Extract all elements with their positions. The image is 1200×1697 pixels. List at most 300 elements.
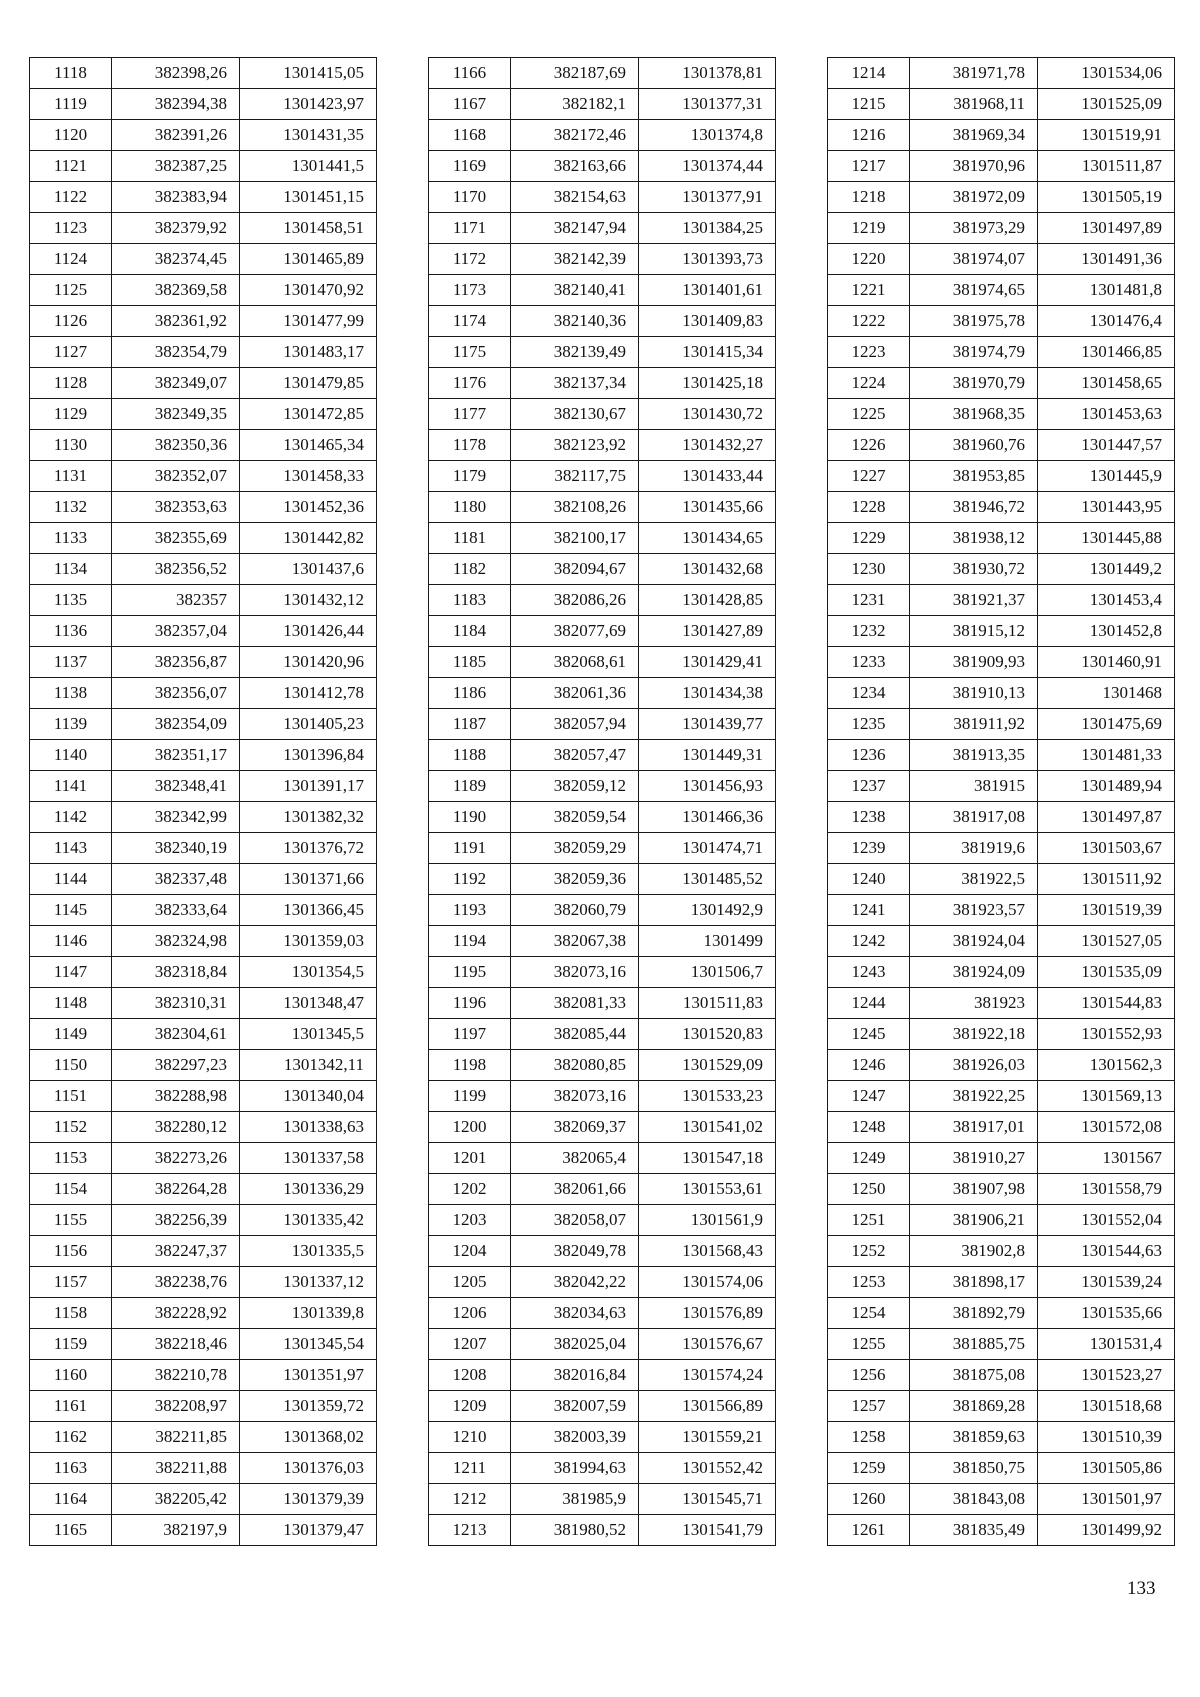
table-row bbox=[30, 585, 377, 616]
x-coordinate-cell: 382355,69 bbox=[112, 523, 240, 554]
point-number-cell: 1189 bbox=[429, 771, 511, 802]
point-number-cell: 1143 bbox=[30, 833, 112, 864]
point-number-cell: 1214 bbox=[828, 58, 910, 89]
table-row bbox=[30, 89, 377, 120]
table-row bbox=[828, 709, 1175, 740]
table-row bbox=[30, 492, 377, 523]
x-coordinate-cell: 382356,07 bbox=[112, 678, 240, 709]
table-row bbox=[828, 926, 1175, 957]
x-coordinate-cell: 381969,34 bbox=[910, 120, 1038, 151]
point-number-cell: 1170 bbox=[429, 182, 511, 213]
table-row bbox=[30, 988, 377, 1019]
x-coordinate-cell: 381974,79 bbox=[910, 337, 1038, 368]
table-row bbox=[30, 1484, 377, 1515]
x-coordinate-cell: 382288,98 bbox=[112, 1081, 240, 1112]
point-number-cell: 1250 bbox=[828, 1174, 910, 1205]
y-coordinate-cell: 1301423,97 bbox=[240, 89, 377, 120]
y-coordinate-cell: 1301439,77 bbox=[639, 709, 776, 740]
y-coordinate-cell: 1301523,27 bbox=[1038, 1360, 1175, 1391]
table-row bbox=[429, 957, 776, 988]
y-coordinate-cell: 1301491,36 bbox=[1038, 244, 1175, 275]
x-coordinate-cell: 382034,63 bbox=[511, 1298, 639, 1329]
y-coordinate-cell: 1301499 bbox=[639, 926, 776, 957]
point-number-cell: 1235 bbox=[828, 709, 910, 740]
point-number-cell: 1211 bbox=[429, 1453, 511, 1484]
x-coordinate-cell: 382080,85 bbox=[511, 1050, 639, 1081]
table-row bbox=[429, 492, 776, 523]
point-number-cell: 1257 bbox=[828, 1391, 910, 1422]
y-coordinate-cell: 1301535,09 bbox=[1038, 957, 1175, 988]
y-coordinate-cell: 1301434,38 bbox=[639, 678, 776, 709]
x-coordinate-cell: 381919,6 bbox=[910, 833, 1038, 864]
table-row bbox=[429, 895, 776, 926]
table-row bbox=[429, 399, 776, 430]
point-number-cell: 1253 bbox=[828, 1267, 910, 1298]
x-coordinate-cell: 382273,26 bbox=[112, 1143, 240, 1174]
table-row bbox=[828, 1081, 1175, 1112]
x-coordinate-cell: 382117,75 bbox=[511, 461, 639, 492]
table-row bbox=[429, 709, 776, 740]
point-number-cell: 1232 bbox=[828, 616, 910, 647]
y-coordinate-cell: 1301458,51 bbox=[240, 213, 377, 244]
x-coordinate-cell: 382394,38 bbox=[112, 89, 240, 120]
y-coordinate-cell: 1301354,5 bbox=[240, 957, 377, 988]
x-coordinate-cell: 382073,16 bbox=[511, 957, 639, 988]
x-coordinate-cell: 382324,98 bbox=[112, 926, 240, 957]
point-number-cell: 1213 bbox=[429, 1515, 511, 1546]
table-row bbox=[30, 213, 377, 244]
table-row bbox=[828, 1019, 1175, 1050]
point-number-cell: 1196 bbox=[429, 988, 511, 1019]
point-number-cell: 1118 bbox=[30, 58, 112, 89]
x-coordinate-cell: 381913,35 bbox=[910, 740, 1038, 771]
table-row bbox=[30, 647, 377, 678]
y-coordinate-cell: 1301519,39 bbox=[1038, 895, 1175, 926]
table-row bbox=[429, 368, 776, 399]
x-coordinate-cell: 382342,99 bbox=[112, 802, 240, 833]
point-number-cell: 1210 bbox=[429, 1422, 511, 1453]
table-row bbox=[429, 1112, 776, 1143]
x-coordinate-cell: 382086,26 bbox=[511, 585, 639, 616]
y-coordinate-cell: 1301552,42 bbox=[639, 1453, 776, 1484]
table-row bbox=[30, 678, 377, 709]
point-number-cell: 1227 bbox=[828, 461, 910, 492]
x-coordinate-cell: 381938,12 bbox=[910, 523, 1038, 554]
y-coordinate-cell: 1301456,93 bbox=[639, 771, 776, 802]
y-coordinate-cell: 1301525,09 bbox=[1038, 89, 1175, 120]
x-coordinate-cell: 381924,09 bbox=[910, 957, 1038, 988]
y-coordinate-cell: 1301432,27 bbox=[639, 430, 776, 461]
table-row bbox=[828, 802, 1175, 833]
x-coordinate-cell: 382137,34 bbox=[511, 368, 639, 399]
x-coordinate-cell: 381909,93 bbox=[910, 647, 1038, 678]
x-coordinate-cell: 382333,64 bbox=[112, 895, 240, 926]
point-number-cell: 1136 bbox=[30, 616, 112, 647]
y-coordinate-cell: 1301576,89 bbox=[639, 1298, 776, 1329]
point-number-cell: 1241 bbox=[828, 895, 910, 926]
x-coordinate-cell: 382280,12 bbox=[112, 1112, 240, 1143]
point-number-cell: 1122 bbox=[30, 182, 112, 213]
y-coordinate-cell: 1301519,91 bbox=[1038, 120, 1175, 151]
point-number-cell: 1205 bbox=[429, 1267, 511, 1298]
table-row bbox=[429, 1391, 776, 1422]
y-coordinate-cell: 1301449,2 bbox=[1038, 554, 1175, 585]
y-coordinate-cell: 1301561,9 bbox=[639, 1205, 776, 1236]
x-coordinate-cell: 382304,61 bbox=[112, 1019, 240, 1050]
table-row bbox=[828, 1205, 1175, 1236]
table-row bbox=[429, 585, 776, 616]
table-row bbox=[30, 616, 377, 647]
x-coordinate-cell: 381970,96 bbox=[910, 151, 1038, 182]
table-row bbox=[828, 120, 1175, 151]
point-number-cell: 1131 bbox=[30, 461, 112, 492]
x-coordinate-cell: 381971,78 bbox=[910, 58, 1038, 89]
table-row bbox=[828, 306, 1175, 337]
point-number-cell: 1254 bbox=[828, 1298, 910, 1329]
point-number-cell: 1133 bbox=[30, 523, 112, 554]
point-number-cell: 1175 bbox=[429, 337, 511, 368]
y-coordinate-cell: 1301445,88 bbox=[1038, 523, 1175, 554]
y-coordinate-cell: 1301505,19 bbox=[1038, 182, 1175, 213]
y-coordinate-cell: 1301382,32 bbox=[240, 802, 377, 833]
y-coordinate-cell: 1301468 bbox=[1038, 678, 1175, 709]
table-row bbox=[429, 1422, 776, 1453]
x-coordinate-cell: 381843,08 bbox=[910, 1484, 1038, 1515]
y-coordinate-cell: 1301535,66 bbox=[1038, 1298, 1175, 1329]
point-number-cell: 1220 bbox=[828, 244, 910, 275]
y-coordinate-cell: 1301479,85 bbox=[240, 368, 377, 399]
y-coordinate-cell: 1301558,79 bbox=[1038, 1174, 1175, 1205]
table-row bbox=[828, 554, 1175, 585]
y-coordinate-cell: 1301541,02 bbox=[639, 1112, 776, 1143]
y-coordinate-cell: 1301443,95 bbox=[1038, 492, 1175, 523]
x-coordinate-cell: 382211,85 bbox=[112, 1422, 240, 1453]
point-number-cell: 1218 bbox=[828, 182, 910, 213]
x-coordinate-cell: 382356,52 bbox=[112, 554, 240, 585]
point-number-cell: 1212 bbox=[429, 1484, 511, 1515]
y-coordinate-cell: 1301432,68 bbox=[639, 554, 776, 585]
table-row bbox=[828, 1143, 1175, 1174]
x-coordinate-cell: 381973,29 bbox=[910, 213, 1038, 244]
y-coordinate-cell: 1301379,47 bbox=[240, 1515, 377, 1546]
table-row bbox=[30, 1360, 377, 1391]
table-row bbox=[30, 1391, 377, 1422]
y-coordinate-cell: 1301533,23 bbox=[639, 1081, 776, 1112]
x-coordinate-cell: 382238,76 bbox=[112, 1267, 240, 1298]
table-row bbox=[429, 1081, 776, 1112]
y-coordinate-cell: 1301427,89 bbox=[639, 616, 776, 647]
table-row bbox=[429, 461, 776, 492]
table-row bbox=[30, 523, 377, 554]
table-row bbox=[30, 461, 377, 492]
x-coordinate-cell: 382349,35 bbox=[112, 399, 240, 430]
y-coordinate-cell: 1301497,89 bbox=[1038, 213, 1175, 244]
table-row bbox=[828, 1360, 1175, 1391]
y-coordinate-cell: 1301348,47 bbox=[240, 988, 377, 1019]
x-coordinate-cell: 382374,45 bbox=[112, 244, 240, 275]
table-row bbox=[30, 1081, 377, 1112]
table-row bbox=[30, 58, 377, 89]
y-coordinate-cell: 1301445,9 bbox=[1038, 461, 1175, 492]
table-row bbox=[30, 709, 377, 740]
point-number-cell: 1197 bbox=[429, 1019, 511, 1050]
table-row bbox=[30, 1174, 377, 1205]
y-coordinate-cell: 1301510,39 bbox=[1038, 1422, 1175, 1453]
x-coordinate-cell: 382139,49 bbox=[511, 337, 639, 368]
x-coordinate-cell: 382256,39 bbox=[112, 1205, 240, 1236]
y-coordinate-cell: 1301497,87 bbox=[1038, 802, 1175, 833]
table-row bbox=[30, 1329, 377, 1360]
table-row bbox=[429, 616, 776, 647]
y-coordinate-cell: 1301559,21 bbox=[639, 1422, 776, 1453]
y-coordinate-cell: 1301415,34 bbox=[639, 337, 776, 368]
point-number-cell: 1151 bbox=[30, 1081, 112, 1112]
table-row bbox=[828, 89, 1175, 120]
point-number-cell: 1234 bbox=[828, 678, 910, 709]
table-row bbox=[828, 1453, 1175, 1484]
x-coordinate-cell: 382361,92 bbox=[112, 306, 240, 337]
y-coordinate-cell: 1301466,85 bbox=[1038, 337, 1175, 368]
x-coordinate-cell: 382264,28 bbox=[112, 1174, 240, 1205]
x-coordinate-cell: 382348,41 bbox=[112, 771, 240, 802]
x-coordinate-cell: 381922,25 bbox=[910, 1081, 1038, 1112]
x-coordinate-cell: 382058,07 bbox=[511, 1205, 639, 1236]
point-number-cell: 1166 bbox=[429, 58, 511, 89]
point-number-cell: 1256 bbox=[828, 1360, 910, 1391]
y-coordinate-cell: 1301405,23 bbox=[240, 709, 377, 740]
x-coordinate-cell: 381974,07 bbox=[910, 244, 1038, 275]
table-row bbox=[828, 1174, 1175, 1205]
table-row bbox=[828, 616, 1175, 647]
point-number-cell: 1199 bbox=[429, 1081, 511, 1112]
point-number-cell: 1125 bbox=[30, 275, 112, 306]
y-coordinate-cell: 1301574,06 bbox=[639, 1267, 776, 1298]
point-number-cell: 1204 bbox=[429, 1236, 511, 1267]
table-row bbox=[828, 399, 1175, 430]
x-coordinate-cell: 382059,29 bbox=[511, 833, 639, 864]
table-row bbox=[429, 1143, 776, 1174]
x-coordinate-cell: 381930,72 bbox=[910, 554, 1038, 585]
x-coordinate-cell: 381968,11 bbox=[910, 89, 1038, 120]
x-coordinate-cell: 382297,23 bbox=[112, 1050, 240, 1081]
x-coordinate-cell: 381892,79 bbox=[910, 1298, 1038, 1329]
point-number-cell: 1160 bbox=[30, 1360, 112, 1391]
x-coordinate-cell: 382205,42 bbox=[112, 1484, 240, 1515]
x-coordinate-cell: 382356,87 bbox=[112, 647, 240, 678]
y-coordinate-cell: 1301377,31 bbox=[639, 89, 776, 120]
table-row bbox=[30, 957, 377, 988]
y-coordinate-cell: 1301569,13 bbox=[1038, 1081, 1175, 1112]
point-number-cell: 1194 bbox=[429, 926, 511, 957]
x-coordinate-cell: 382398,26 bbox=[112, 58, 240, 89]
point-number-cell: 1181 bbox=[429, 523, 511, 554]
point-number-cell: 1123 bbox=[30, 213, 112, 244]
point-number-cell: 1240 bbox=[828, 864, 910, 895]
table-row bbox=[429, 275, 776, 306]
table-row bbox=[429, 988, 776, 1019]
point-number-cell: 1231 bbox=[828, 585, 910, 616]
y-coordinate-cell: 1301429,41 bbox=[639, 647, 776, 678]
y-coordinate-cell: 1301453,63 bbox=[1038, 399, 1175, 430]
y-coordinate-cell: 1301428,85 bbox=[639, 585, 776, 616]
point-number-cell: 1159 bbox=[30, 1329, 112, 1360]
x-coordinate-cell: 382391,26 bbox=[112, 120, 240, 151]
point-number-cell: 1261 bbox=[828, 1515, 910, 1546]
coordinate-table-1 bbox=[29, 57, 377, 1546]
x-coordinate-cell: 382057,47 bbox=[511, 740, 639, 771]
y-coordinate-cell: 1301425,18 bbox=[639, 368, 776, 399]
y-coordinate-cell: 1301342,11 bbox=[240, 1050, 377, 1081]
table-row bbox=[828, 771, 1175, 802]
table-row bbox=[30, 1050, 377, 1081]
table-row bbox=[30, 275, 377, 306]
point-number-cell: 1203 bbox=[429, 1205, 511, 1236]
x-coordinate-cell: 382340,19 bbox=[112, 833, 240, 864]
point-number-cell: 1126 bbox=[30, 306, 112, 337]
point-number-cell: 1139 bbox=[30, 709, 112, 740]
table-row bbox=[828, 244, 1175, 275]
point-number-cell: 1183 bbox=[429, 585, 511, 616]
y-coordinate-cell: 1301489,94 bbox=[1038, 771, 1175, 802]
x-coordinate-cell: 382247,37 bbox=[112, 1236, 240, 1267]
y-coordinate-cell: 1301431,35 bbox=[240, 120, 377, 151]
point-number-cell: 1158 bbox=[30, 1298, 112, 1329]
point-number-cell: 1209 bbox=[429, 1391, 511, 1422]
point-number-cell: 1137 bbox=[30, 647, 112, 678]
x-coordinate-cell: 382049,78 bbox=[511, 1236, 639, 1267]
y-coordinate-cell: 1301391,17 bbox=[240, 771, 377, 802]
table-row bbox=[429, 1298, 776, 1329]
point-number-cell: 1236 bbox=[828, 740, 910, 771]
table-row bbox=[828, 275, 1175, 306]
table-row bbox=[30, 1112, 377, 1143]
y-coordinate-cell: 1301376,03 bbox=[240, 1453, 377, 1484]
y-coordinate-cell: 1301447,57 bbox=[1038, 430, 1175, 461]
point-number-cell: 1251 bbox=[828, 1205, 910, 1236]
point-number-cell: 1167 bbox=[429, 89, 511, 120]
y-coordinate-cell: 1301396,84 bbox=[240, 740, 377, 771]
point-number-cell: 1174 bbox=[429, 306, 511, 337]
y-coordinate-cell: 1301476,4 bbox=[1038, 306, 1175, 337]
x-coordinate-cell: 381975,78 bbox=[910, 306, 1038, 337]
table-row bbox=[828, 523, 1175, 554]
y-coordinate-cell: 1301337,12 bbox=[240, 1267, 377, 1298]
y-coordinate-cell: 1301384,25 bbox=[639, 213, 776, 244]
y-coordinate-cell: 1301568,43 bbox=[639, 1236, 776, 1267]
point-number-cell: 1200 bbox=[429, 1112, 511, 1143]
point-number-cell: 1228 bbox=[828, 492, 910, 523]
y-coordinate-cell: 1301458,33 bbox=[240, 461, 377, 492]
table-row bbox=[828, 1329, 1175, 1360]
x-coordinate-cell: 382218,46 bbox=[112, 1329, 240, 1360]
table-row bbox=[429, 1267, 776, 1298]
x-coordinate-cell: 381922,18 bbox=[910, 1019, 1038, 1050]
x-coordinate-cell: 382061,36 bbox=[511, 678, 639, 709]
point-number-cell: 1215 bbox=[828, 89, 910, 120]
table-row bbox=[828, 492, 1175, 523]
y-coordinate-cell: 1301371,66 bbox=[240, 864, 377, 895]
y-coordinate-cell: 1301409,83 bbox=[639, 306, 776, 337]
y-coordinate-cell: 1301527,05 bbox=[1038, 926, 1175, 957]
y-coordinate-cell: 1301539,24 bbox=[1038, 1267, 1175, 1298]
x-coordinate-cell: 382318,84 bbox=[112, 957, 240, 988]
x-coordinate-cell: 382349,07 bbox=[112, 368, 240, 399]
y-coordinate-cell: 1301511,92 bbox=[1038, 864, 1175, 895]
point-number-cell: 1178 bbox=[429, 430, 511, 461]
point-number-cell: 1172 bbox=[429, 244, 511, 275]
point-number-cell: 1152 bbox=[30, 1112, 112, 1143]
table-row bbox=[429, 678, 776, 709]
x-coordinate-cell: 381924,04 bbox=[910, 926, 1038, 957]
x-coordinate-cell: 381968,35 bbox=[910, 399, 1038, 430]
x-coordinate-cell: 382140,41 bbox=[511, 275, 639, 306]
point-number-cell: 1238 bbox=[828, 802, 910, 833]
point-number-cell: 1186 bbox=[429, 678, 511, 709]
x-coordinate-cell: 382025,04 bbox=[511, 1329, 639, 1360]
table-row bbox=[429, 306, 776, 337]
table-row bbox=[429, 1515, 776, 1546]
point-number-cell: 1258 bbox=[828, 1422, 910, 1453]
point-number-cell: 1223 bbox=[828, 337, 910, 368]
table-row bbox=[429, 833, 776, 864]
table-row bbox=[30, 399, 377, 430]
y-coordinate-cell: 1301378,81 bbox=[639, 58, 776, 89]
table-row bbox=[429, 120, 776, 151]
point-number-cell: 1225 bbox=[828, 399, 910, 430]
y-coordinate-cell: 1301544,83 bbox=[1038, 988, 1175, 1019]
x-coordinate-cell: 381953,85 bbox=[910, 461, 1038, 492]
x-coordinate-cell: 382353,63 bbox=[112, 492, 240, 523]
point-number-cell: 1164 bbox=[30, 1484, 112, 1515]
point-number-cell: 1161 bbox=[30, 1391, 112, 1422]
x-coordinate-cell: 381875,08 bbox=[910, 1360, 1038, 1391]
table-row bbox=[30, 182, 377, 213]
y-coordinate-cell: 1301566,89 bbox=[639, 1391, 776, 1422]
table-row bbox=[828, 833, 1175, 864]
point-number-cell: 1144 bbox=[30, 864, 112, 895]
point-number-cell: 1260 bbox=[828, 1484, 910, 1515]
y-coordinate-cell: 1301552,04 bbox=[1038, 1205, 1175, 1236]
point-number-cell: 1249 bbox=[828, 1143, 910, 1174]
point-number-cell: 1142 bbox=[30, 802, 112, 833]
y-coordinate-cell: 1301458,65 bbox=[1038, 368, 1175, 399]
point-number-cell: 1165 bbox=[30, 1515, 112, 1546]
point-number-cell: 1180 bbox=[429, 492, 511, 523]
point-number-cell: 1192 bbox=[429, 864, 511, 895]
table-row bbox=[429, 1205, 776, 1236]
x-coordinate-cell: 382073,16 bbox=[511, 1081, 639, 1112]
table-row bbox=[828, 1298, 1175, 1329]
table-row bbox=[828, 957, 1175, 988]
point-number-cell: 1237 bbox=[828, 771, 910, 802]
x-coordinate-cell: 381972,09 bbox=[910, 182, 1038, 213]
table-row bbox=[30, 1205, 377, 1236]
page-number: 133 bbox=[1127, 1578, 1156, 1599]
table-row bbox=[429, 926, 776, 957]
x-coordinate-cell: 381859,63 bbox=[910, 1422, 1038, 1453]
table-row bbox=[429, 554, 776, 585]
x-coordinate-cell: 382094,67 bbox=[511, 554, 639, 585]
y-coordinate-cell: 1301442,82 bbox=[240, 523, 377, 554]
point-number-cell: 1124 bbox=[30, 244, 112, 275]
table-row bbox=[30, 120, 377, 151]
point-number-cell: 1119 bbox=[30, 89, 112, 120]
table-row bbox=[828, 368, 1175, 399]
table-row bbox=[429, 151, 776, 182]
table-row bbox=[429, 430, 776, 461]
table-row bbox=[828, 1422, 1175, 1453]
x-coordinate-cell: 382059,36 bbox=[511, 864, 639, 895]
